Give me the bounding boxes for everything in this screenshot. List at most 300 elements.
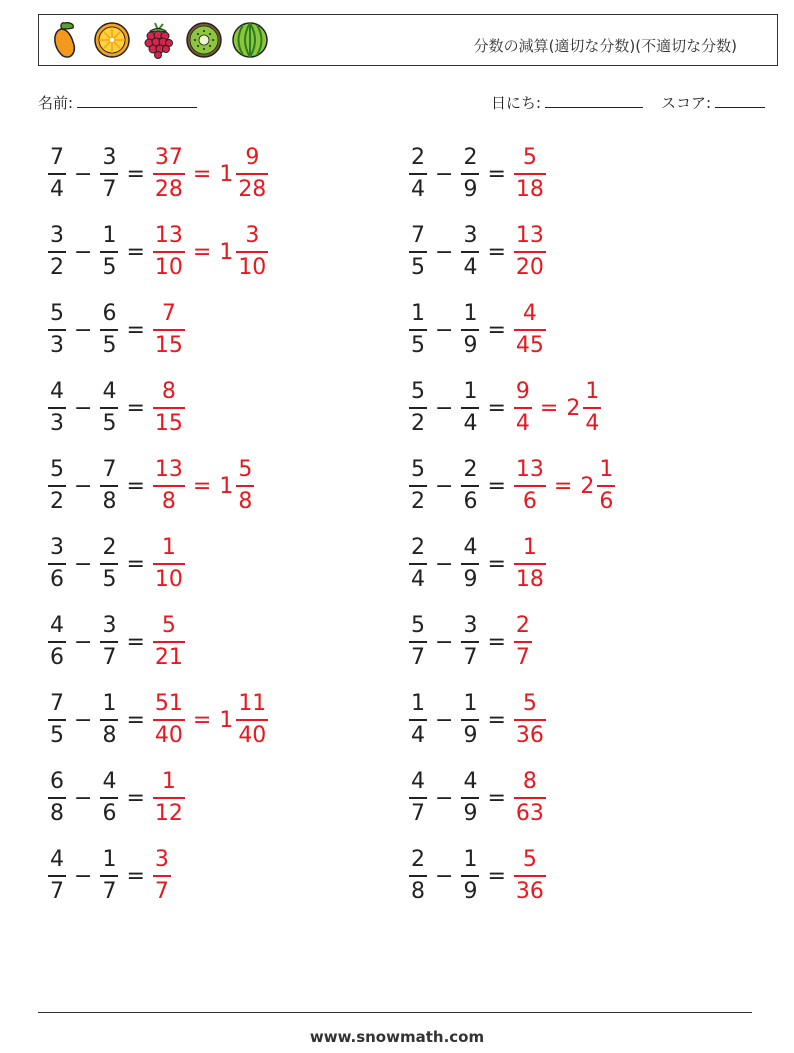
problem-7	[46, 376, 187, 440]
equals-sign: =	[126, 863, 145, 889]
minus-sign: −	[435, 161, 454, 187]
fraction-bar	[236, 719, 268, 721]
fraction-bar	[461, 485, 479, 487]
equals-sign: =	[487, 551, 506, 577]
denominator: 6	[102, 800, 117, 826]
fraction-bar	[514, 407, 532, 409]
minus-sign: −	[435, 551, 454, 577]
denominator: 5	[50, 722, 64, 748]
denominator: 10	[154, 566, 183, 592]
numerator: 4	[463, 769, 478, 795]
problem-6	[407, 298, 548, 362]
fraction-bar	[100, 797, 118, 799]
equals-sign: =	[192, 473, 212, 499]
kiwi-icon	[185, 20, 223, 60]
answer-fraction	[153, 537, 185, 591]
name-field	[38, 92, 197, 113]
denominator: 6	[463, 488, 478, 514]
denominator: 63	[515, 800, 544, 826]
answer-fraction	[514, 849, 546, 903]
header-box	[38, 14, 778, 66]
equals-sign: =	[487, 629, 506, 655]
denominator: 7	[102, 878, 117, 904]
answer-fraction	[514, 381, 532, 435]
answer-fraction	[153, 381, 185, 435]
subtrahend-fraction	[461, 303, 479, 357]
fraction-bar	[100, 485, 118, 487]
numerator: 1	[585, 379, 600, 405]
numerator: 5	[161, 613, 176, 639]
denominator: 5	[102, 254, 117, 280]
numerator: 1	[102, 691, 117, 717]
denominator: 5	[102, 566, 117, 592]
minuend-fraction	[48, 693, 66, 747]
answer	[512, 459, 617, 513]
fraction-bar	[153, 719, 185, 721]
numerator: 37	[154, 145, 183, 171]
numerator: 5	[522, 691, 537, 717]
fraction-bar	[597, 485, 615, 487]
answer	[512, 147, 548, 201]
denominator: 9	[463, 800, 478, 826]
denominator: 4	[411, 176, 425, 202]
problem-4	[407, 220, 548, 284]
equals-sign: =	[126, 707, 145, 733]
answer-fraction	[153, 147, 185, 201]
problem-8	[407, 376, 603, 440]
mixed-whole: 1	[219, 239, 234, 265]
numerator: 1	[463, 379, 478, 405]
minuend-fraction	[48, 537, 66, 591]
subtrahend-fraction	[100, 615, 118, 669]
answer	[151, 615, 187, 669]
fraction-bar	[461, 407, 479, 409]
numerator: 5	[50, 457, 64, 483]
denominator: 12	[154, 800, 183, 826]
subtrahend-fraction	[100, 381, 118, 435]
fraction-bar	[461, 797, 479, 799]
subtrahend-fraction	[100, 693, 118, 747]
answer	[512, 771, 548, 825]
denominator: 2	[50, 488, 64, 514]
answer-fraction	[153, 225, 185, 279]
numerator: 4	[50, 379, 64, 405]
problem-2	[407, 142, 548, 206]
denominator: 4	[515, 410, 530, 436]
denominator: 9	[463, 878, 478, 904]
numerator: 1	[599, 457, 614, 483]
minuend-fraction	[48, 303, 66, 357]
fraction-bar	[48, 485, 66, 487]
denominator: 40	[154, 722, 183, 748]
answer-fraction	[514, 537, 546, 591]
numerator: 4	[50, 847, 64, 873]
mixed-fraction	[597, 459, 615, 513]
subtrahend-fraction	[461, 849, 479, 903]
fraction-bar	[153, 251, 185, 253]
subtrahend-fraction	[100, 225, 118, 279]
subtrahend-fraction	[461, 459, 479, 513]
denominator: 6	[599, 488, 614, 514]
answer	[151, 849, 173, 903]
mixed-fraction	[236, 225, 268, 279]
denominator: 10	[154, 254, 183, 280]
numerator: 5	[411, 379, 425, 405]
equals-sign: =	[487, 863, 506, 889]
subtrahend-fraction	[100, 537, 118, 591]
minuend-fraction	[409, 225, 427, 279]
equals-sign: =	[487, 707, 506, 733]
fraction-bar	[409, 407, 427, 409]
answer-fraction	[153, 615, 185, 669]
minus-sign: −	[435, 239, 454, 265]
answer-fraction	[153, 303, 185, 357]
minuend-fraction	[48, 459, 66, 513]
fraction-bar	[461, 719, 479, 721]
fraction-bar	[153, 407, 185, 409]
fraction-bar	[409, 485, 427, 487]
mixed-whole: 1	[219, 161, 234, 187]
minus-sign: −	[74, 473, 93, 499]
subtrahend-fraction	[100, 303, 118, 357]
answer-fraction	[514, 459, 546, 513]
numerator: 4	[102, 769, 117, 795]
subtrahend-fraction	[461, 147, 479, 201]
answer-fraction	[514, 771, 546, 825]
answer	[151, 147, 270, 201]
denominator: 6	[50, 566, 64, 592]
fraction-bar	[153, 797, 185, 799]
numerator: 4	[50, 613, 64, 639]
numerator: 8	[161, 379, 176, 405]
fraction-bar	[514, 173, 546, 175]
equals-sign: =	[126, 239, 145, 265]
numerator: 51	[154, 691, 183, 717]
numerator: 1	[411, 301, 425, 327]
numerator: 3	[463, 223, 478, 249]
minus-sign: −	[435, 473, 454, 499]
numerator: 1	[161, 769, 176, 795]
equals-sign: =	[487, 395, 506, 421]
fruit-icons	[47, 20, 269, 60]
subtrahend-fraction	[461, 771, 479, 825]
fraction-bar	[409, 719, 427, 721]
fraction-bar	[153, 641, 185, 643]
fraction-bar	[461, 173, 479, 175]
equals-sign: =	[487, 317, 506, 343]
fraction-bar	[153, 329, 185, 331]
fraction-bar	[514, 251, 546, 253]
problem-11	[46, 532, 187, 596]
problem-16	[407, 688, 548, 752]
denominator: 7	[411, 644, 425, 670]
minuend-fraction	[409, 771, 427, 825]
denominator: 36	[515, 878, 544, 904]
numerator: 4	[102, 379, 117, 405]
numerator: 9	[245, 145, 260, 171]
numerator: 5	[411, 613, 425, 639]
minuend-fraction	[48, 849, 66, 903]
answer	[512, 849, 548, 903]
minuend-fraction	[409, 615, 427, 669]
numerator: 13	[515, 223, 544, 249]
minus-sign: −	[74, 863, 93, 889]
fraction-bar	[514, 563, 546, 565]
subtrahend-fraction	[100, 459, 118, 513]
fraction-bar	[236, 251, 268, 253]
mixed-whole: 2	[580, 473, 595, 499]
fraction-bar	[48, 563, 66, 565]
denominator: 4	[585, 410, 600, 436]
minus-sign: −	[435, 317, 454, 343]
denominator: 6	[50, 644, 64, 670]
fraction-bar	[514, 797, 546, 799]
fraction-bar	[583, 407, 601, 409]
equals-sign: =	[126, 395, 145, 421]
minus-sign: −	[74, 629, 93, 655]
subtrahend-fraction	[461, 693, 479, 747]
denominator: 7	[154, 878, 169, 904]
mixed-whole: 1	[219, 707, 234, 733]
fraction-bar	[461, 875, 479, 877]
denominator: 8	[161, 488, 176, 514]
score-field	[661, 92, 765, 113]
numerator: 7	[161, 301, 176, 327]
minuend-fraction	[409, 459, 427, 513]
problem-13	[46, 610, 187, 674]
denominator: 7	[515, 644, 530, 670]
denominator: 4	[463, 410, 478, 436]
equals-sign: =	[487, 473, 506, 499]
denominator: 36	[515, 722, 544, 748]
numerator: 3	[102, 613, 117, 639]
fraction-bar	[100, 641, 118, 643]
fraction-bar	[409, 329, 427, 331]
denominator: 15	[154, 332, 183, 358]
problem-15	[46, 688, 270, 752]
equals-sign: =	[553, 473, 573, 499]
date-blank[interactable]	[545, 93, 643, 108]
answer	[151, 537, 187, 591]
fraction-bar	[100, 173, 118, 175]
answer	[151, 381, 187, 435]
minus-sign: −	[74, 785, 93, 811]
fraction-bar	[514, 875, 546, 877]
equals-sign: =	[192, 239, 212, 265]
numerator: 3	[463, 613, 478, 639]
numerator: 7	[411, 223, 425, 249]
numerator: 3	[154, 847, 169, 873]
denominator: 18	[515, 176, 544, 202]
equals-sign: =	[126, 785, 145, 811]
mixed-fraction	[236, 459, 254, 513]
fraction-bar	[100, 719, 118, 721]
minus-sign: −	[74, 161, 93, 187]
score-label: スコア:	[661, 94, 712, 112]
equals-sign: =	[126, 473, 145, 499]
numerator: 2	[102, 535, 117, 561]
minuend-fraction	[409, 147, 427, 201]
denominator: 15	[154, 410, 183, 436]
numerator: 1	[522, 535, 537, 561]
numerator: 5	[522, 847, 537, 873]
minuend-fraction	[48, 147, 66, 201]
fraction-bar	[514, 329, 546, 331]
denominator: 21	[154, 644, 183, 670]
numerator: 1	[411, 691, 425, 717]
mixed-whole: 2	[566, 395, 581, 421]
numerator: 2	[463, 145, 478, 171]
numerator: 4	[411, 769, 425, 795]
numerator: 6	[50, 769, 64, 795]
equals-sign: =	[192, 707, 212, 733]
denominator: 4	[411, 722, 425, 748]
fraction-bar	[514, 641, 532, 643]
denominator: 9	[463, 332, 478, 358]
fraction-bar	[48, 641, 66, 643]
numerator: 2	[411, 145, 425, 171]
subtrahend-fraction	[461, 615, 479, 669]
denominator: 9	[463, 722, 478, 748]
answer	[512, 303, 548, 357]
numerator: 3	[102, 145, 117, 171]
denominator: 5	[102, 332, 117, 358]
answer-fraction	[514, 693, 546, 747]
problem-5	[46, 298, 187, 362]
mixed-fraction	[236, 147, 268, 201]
denominator: 7	[411, 800, 425, 826]
numerator: 3	[245, 223, 260, 249]
equals-sign: =	[126, 551, 145, 577]
minus-sign: −	[435, 395, 454, 421]
numerator: 1	[463, 691, 478, 717]
problem-17	[46, 766, 187, 830]
answer-fraction	[153, 849, 171, 903]
denominator: 2	[411, 488, 425, 514]
mixed-fraction	[583, 381, 601, 435]
name-blank[interactable]	[77, 93, 197, 108]
minuend-fraction	[409, 537, 427, 591]
equals-sign: =	[487, 239, 506, 265]
minus-sign: −	[74, 395, 93, 421]
fraction-bar	[48, 251, 66, 253]
fraction-bar	[153, 563, 185, 565]
numerator: 13	[154, 457, 183, 483]
minus-sign: −	[435, 785, 454, 811]
date-label: 日にち:	[491, 94, 542, 112]
answer	[512, 225, 548, 279]
problem-9	[46, 454, 256, 518]
numerator: 5	[238, 457, 253, 483]
minus-sign: −	[74, 239, 93, 265]
minuend-fraction	[48, 771, 66, 825]
answer	[512, 615, 534, 669]
minus-sign: −	[74, 317, 93, 343]
fraction-bar	[153, 173, 185, 175]
answer	[151, 303, 187, 357]
problem-14	[407, 610, 534, 674]
numerator: 3	[50, 535, 64, 561]
answer	[512, 693, 548, 747]
numerator: 5	[50, 301, 64, 327]
equals-sign: =	[539, 395, 559, 421]
denominator: 2	[50, 254, 64, 280]
minuend-fraction	[48, 381, 66, 435]
denominator: 8	[50, 800, 64, 826]
fraction-bar	[100, 563, 118, 565]
minus-sign: −	[435, 863, 454, 889]
equals-sign: =	[487, 785, 506, 811]
date-field	[491, 92, 643, 113]
minuend-fraction	[409, 381, 427, 435]
mango-icon	[47, 20, 85, 60]
numerator: 2	[411, 847, 425, 873]
numerator: 7	[102, 457, 117, 483]
numerator: 7	[50, 145, 64, 171]
problem-1	[46, 142, 270, 206]
denominator: 4	[50, 176, 64, 202]
numerator: 3	[50, 223, 64, 249]
numerator: 1	[102, 223, 117, 249]
minus-sign: −	[435, 629, 454, 655]
numerator: 5	[522, 145, 537, 171]
numerator: 2	[515, 613, 530, 639]
subtrahend-fraction	[461, 225, 479, 279]
answer	[151, 225, 270, 279]
fraction-bar	[48, 173, 66, 175]
numerator: 2	[463, 457, 478, 483]
fraction-bar	[409, 563, 427, 565]
raspberry-icon	[139, 20, 177, 60]
answer-fraction	[514, 615, 532, 669]
equals-sign: =	[126, 629, 145, 655]
denominator: 4	[463, 254, 478, 280]
denominator: 40	[238, 722, 267, 748]
denominator: 8	[411, 878, 425, 904]
denominator: 28	[154, 176, 183, 202]
answer-fraction	[153, 771, 185, 825]
numerator: 1	[463, 301, 478, 327]
numerator: 13	[515, 457, 544, 483]
fraction-bar	[236, 173, 268, 175]
fraction-bar	[153, 875, 171, 877]
denominator: 18	[515, 566, 544, 592]
fraction-bar	[100, 875, 118, 877]
minuend-fraction	[409, 693, 427, 747]
denominator: 7	[463, 644, 478, 670]
denominator: 28	[238, 176, 267, 202]
denominator: 3	[50, 332, 64, 358]
answer	[151, 693, 270, 747]
fraction-bar	[409, 251, 427, 253]
problem-18	[407, 766, 548, 830]
answer	[512, 381, 603, 435]
fraction-bar	[48, 719, 66, 721]
answer-fraction	[153, 693, 185, 747]
fraction-bar	[409, 173, 427, 175]
subtrahend-fraction	[100, 771, 118, 825]
score-blank[interactable]	[715, 93, 765, 108]
minuend-fraction	[409, 303, 427, 357]
numerator: 2	[411, 535, 425, 561]
watermelon-icon	[231, 20, 269, 60]
denominator: 7	[102, 644, 117, 670]
denominator: 3	[50, 410, 64, 436]
fraction-bar	[100, 407, 118, 409]
fraction-bar	[461, 563, 479, 565]
fraction-bar	[461, 251, 479, 253]
denominator: 2	[411, 410, 425, 436]
